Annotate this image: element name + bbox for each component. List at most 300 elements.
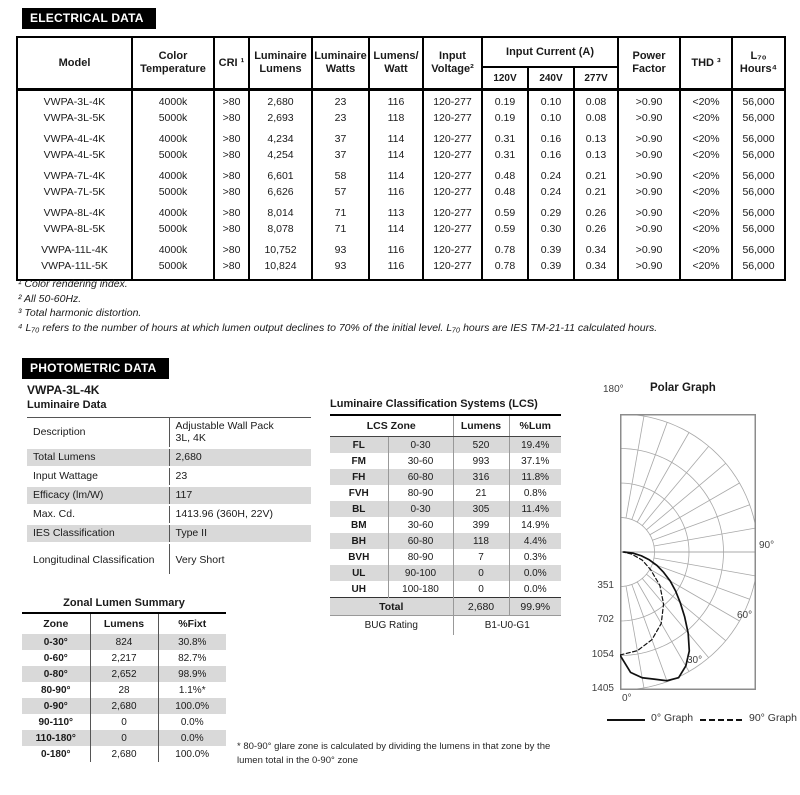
electrical-table-row xyxy=(17,222,785,238)
polar-grid-spoke xyxy=(632,584,667,681)
property-value-line: 3L, 4K xyxy=(175,432,206,444)
zonal-cell: 0-90° xyxy=(22,698,90,714)
polar-grid-spoke xyxy=(654,528,756,546)
electrical-data-table xyxy=(16,36,786,281)
luminaire-data-row xyxy=(27,543,311,575)
model-cell: VWPA-3L-4K xyxy=(17,90,132,111)
luminaire-data-body xyxy=(27,418,311,576)
model-cell: VWPA-7L-4K xyxy=(17,163,132,185)
value-cell: 0.78 xyxy=(482,237,528,259)
zonal-row xyxy=(22,666,226,682)
value-cell: 116 xyxy=(369,237,423,259)
footnote: ² All 50-60Hz. xyxy=(18,292,82,305)
value-cell: 93 xyxy=(312,237,369,259)
section-title: PHOTOMETRIC DATA xyxy=(30,361,157,375)
value-cell: >0.90 xyxy=(618,237,680,259)
property-value-line: Adjustable Wall Pack xyxy=(175,420,274,432)
col-header-cri: CRI ¹ xyxy=(214,37,249,90)
value-cell: 0.78 xyxy=(482,259,528,281)
polar-angle-label: 30° xyxy=(687,655,703,666)
col-header-color-temp: Color Temperature xyxy=(132,37,214,90)
property-label: Total Lumens xyxy=(27,448,169,467)
value-cell: 0.34 xyxy=(574,237,618,259)
col-header-120v: 120V xyxy=(482,67,528,90)
polar-curve-0-graph xyxy=(620,552,689,681)
property-value xyxy=(169,505,311,524)
photometric-model-title: VWPA-3L-4K xyxy=(27,383,100,397)
value-cell: 114 xyxy=(369,163,423,185)
value-cell: 0.31 xyxy=(482,148,528,164)
value-cell: 0.19 xyxy=(482,90,528,111)
polar-grid-spoke xyxy=(626,416,644,518)
value-cell: 0.31 xyxy=(482,126,528,148)
legend-label-0-graph: 0° Graph xyxy=(651,712,694,724)
polar-grid-spoke xyxy=(652,564,749,599)
electrical-table-row xyxy=(17,200,785,222)
polar-graph-title: Polar Graph xyxy=(650,382,716,394)
value-cell: 10,824 xyxy=(249,259,312,281)
property-value-line: 1413.96 (360H, 22V) xyxy=(175,508,273,520)
footnote: ¹ Color rendering index. xyxy=(18,278,128,290)
value-cell: 0.08 xyxy=(574,90,618,111)
value-cell: 120-277 xyxy=(423,126,482,148)
lcs-cell: 0 xyxy=(453,581,509,598)
value-cell: <20% xyxy=(680,126,732,148)
value-cell: 116 xyxy=(369,259,423,281)
footnote: ⁴ L₇₀ refers to the number of hours at which lumen output declines to 70% of the initial level. L₇₀ hours are IES TM-21-11 calculated hours. xyxy=(18,321,658,334)
polar-0-label: 0° xyxy=(622,693,632,704)
property-value xyxy=(169,543,311,575)
property-value xyxy=(169,418,311,449)
value-cell: 0.21 xyxy=(574,163,618,185)
value-cell: 116 xyxy=(369,185,423,201)
lcs-cell: 993 xyxy=(453,453,509,469)
value-cell: 0.48 xyxy=(482,185,528,201)
zonal-cell: 824 xyxy=(90,634,158,650)
lcs-cell: BH xyxy=(330,533,388,549)
property-value-line: 23 xyxy=(175,470,188,482)
value-cell: <20% xyxy=(680,185,732,201)
zonal-table-title: Zonal Lumen Summary xyxy=(63,597,185,609)
col-header-luminaire-lumens: Luminaire Lumens xyxy=(249,37,312,90)
lcs-cell: 7 xyxy=(453,549,509,565)
polar-grid-spoke xyxy=(637,582,689,672)
electrical-table-row xyxy=(17,163,785,185)
value-cell: 0.10 xyxy=(528,90,574,111)
value-cell: 4,234 xyxy=(249,126,312,148)
lcs-cell: FM xyxy=(351,455,366,467)
col-header-zonal-pct: %Fixt xyxy=(158,613,226,634)
value-cell: <20% xyxy=(680,222,732,238)
lcs-row xyxy=(330,469,561,485)
value-cell: 6,601 xyxy=(249,163,312,185)
model-cell: VWPA-11L-4K xyxy=(17,237,132,259)
value-cell: 8,078 xyxy=(249,222,312,238)
value-cell: 2,680 xyxy=(249,90,312,111)
value-cell: <20% xyxy=(680,148,732,164)
lcs-cell: 14.9% xyxy=(509,517,561,533)
value-cell: >0.90 xyxy=(618,126,680,148)
value-cell: 56,000 xyxy=(732,200,785,222)
lcs-table-header xyxy=(330,415,561,437)
value-cell: 120-277 xyxy=(423,200,482,222)
value-cell: 0.24 xyxy=(528,163,574,185)
polar-grid-spoke xyxy=(637,432,689,522)
value-cell: >80 xyxy=(214,200,249,222)
lcs-cell: 0.8% xyxy=(509,485,561,501)
lcs-cell: 11.8% xyxy=(509,469,561,485)
zonal-row xyxy=(22,714,226,730)
model-cell: VWPA-7L-5K xyxy=(17,185,132,201)
bug-rating-value: B1-U0-G1 xyxy=(453,616,561,636)
value-cell: >0.90 xyxy=(618,163,680,185)
property-label: IES Classification xyxy=(27,524,169,543)
electrical-table-row xyxy=(17,237,785,259)
lcs-cell: 11.4% xyxy=(509,501,561,517)
lcs-total-lumens: 2,680 xyxy=(453,598,509,616)
value-cell: 0.08 xyxy=(574,111,618,127)
value-cell: >80 xyxy=(214,163,249,185)
lcs-cell: BVH xyxy=(348,551,370,563)
lcs-total-row xyxy=(330,598,561,616)
value-cell: <20% xyxy=(680,163,732,185)
polar-curve-90-graph xyxy=(620,552,664,655)
value-cell: 4000k xyxy=(132,163,214,185)
electrical-table-row xyxy=(17,148,785,164)
value-cell: 0.10 xyxy=(528,111,574,127)
value-cell: >0.90 xyxy=(618,111,680,127)
value-cell: >80 xyxy=(214,185,249,201)
value-cell: 10,752 xyxy=(249,237,312,259)
property-value-line: Very Short xyxy=(175,554,225,566)
value-cell: >80 xyxy=(214,148,249,164)
zonal-cell: 2,680 xyxy=(90,698,158,714)
value-cell: 4000k xyxy=(132,237,214,259)
lcs-cell: 0 xyxy=(453,565,509,581)
property-value xyxy=(169,448,311,467)
luminaire-data-row xyxy=(27,524,311,543)
polar-grid-spoke xyxy=(626,586,644,688)
property-label: Max. Cd. xyxy=(27,505,169,524)
model-cell: VWPA-4L-4K xyxy=(17,126,132,148)
radial-tick-label: 1054 xyxy=(591,648,614,660)
bug-rating-label: BUG Rating xyxy=(330,616,453,636)
zonal-cell: 100.0% xyxy=(158,698,226,714)
lcs-cell: 100-180 xyxy=(388,581,453,598)
zonal-cell: 0.0% xyxy=(158,714,226,730)
value-cell: <20% xyxy=(680,111,732,127)
col-header-model: Model xyxy=(17,37,132,90)
bug-rating-row xyxy=(330,616,561,636)
lcs-total-pct: 99.9% xyxy=(509,598,561,616)
model-cell: VWPA-4L-5K xyxy=(17,148,132,164)
value-cell: 56,000 xyxy=(732,259,785,281)
lcs-cell: 520 xyxy=(453,437,509,454)
lcs-row xyxy=(330,581,561,598)
col-header-thd: THD ³ xyxy=(680,37,732,90)
value-cell: 4,254 xyxy=(249,148,312,164)
lcs-cell: FH xyxy=(330,469,388,485)
value-cell: 4000k xyxy=(132,126,214,148)
value-cell: 120-277 xyxy=(423,90,482,111)
value-cell: 23 xyxy=(312,111,369,127)
luminaire-data-row xyxy=(27,448,311,467)
value-cell: 113 xyxy=(369,200,423,222)
value-cell: 120-277 xyxy=(423,185,482,201)
lcs-cell: BM xyxy=(350,519,367,531)
electrical-table-header xyxy=(17,37,785,90)
value-cell: 71 xyxy=(312,200,369,222)
property-label: Longitudinal Classification xyxy=(27,543,169,575)
zonal-row xyxy=(22,650,226,666)
lcs-cell: 60-80 xyxy=(388,533,453,549)
value-cell: 56,000 xyxy=(732,163,785,185)
value-cell: 0.39 xyxy=(528,259,574,281)
value-cell: >80 xyxy=(214,237,249,259)
value-cell: 120-277 xyxy=(423,222,482,238)
value-cell: 56,000 xyxy=(732,222,785,238)
lcs-cell: FL xyxy=(330,437,388,454)
value-cell: 0.24 xyxy=(528,185,574,201)
value-cell: 56,000 xyxy=(732,185,785,201)
value-cell: 114 xyxy=(369,148,423,164)
value-cell: 8,014 xyxy=(249,200,312,222)
value-cell: 6,626 xyxy=(249,185,312,201)
value-cell: 56,000 xyxy=(732,148,785,164)
luminaire-data-title: Luminaire Data xyxy=(27,399,107,411)
value-cell: 56,000 xyxy=(732,126,785,148)
value-cell: >80 xyxy=(214,111,249,127)
value-cell: 37 xyxy=(312,148,369,164)
lcs-cell: UH xyxy=(351,583,366,595)
lcs-row xyxy=(330,517,561,533)
electrical-section-header xyxy=(22,8,156,29)
lcs-row xyxy=(330,453,561,469)
radial-tick-label: 1405 xyxy=(591,683,614,694)
value-cell: 118 xyxy=(369,111,423,127)
zonal-cell: 2,217 xyxy=(90,650,158,666)
zonal-cell: 1.1%* xyxy=(158,682,226,698)
lcs-cell: 0.0% xyxy=(509,565,561,581)
lcs-cell: 316 xyxy=(453,469,509,485)
zonal-row xyxy=(22,698,226,714)
value-cell: 0.59 xyxy=(482,222,528,238)
value-cell: >0.90 xyxy=(618,90,680,111)
electrical-table-body xyxy=(17,90,785,281)
lcs-cell: 60-80 xyxy=(388,469,453,485)
property-label: Description xyxy=(27,418,169,449)
value-cell: <20% xyxy=(680,237,732,259)
electrical-table-row xyxy=(17,126,785,148)
lcs-row xyxy=(330,549,561,565)
zonal-cell: 0-80° xyxy=(22,666,90,682)
lcs-cell: 4.4% xyxy=(509,533,561,549)
property-label: Efficacy (lm/W) xyxy=(27,486,169,505)
col-header-zonal-lumens: Lumens xyxy=(90,613,158,634)
value-cell: 23 xyxy=(312,90,369,111)
col-header-lumens-per-watt: Lumens/ Watt xyxy=(369,37,423,90)
value-cell: 5000k xyxy=(132,222,214,238)
value-cell: 71 xyxy=(312,222,369,238)
value-cell: 120-277 xyxy=(423,259,482,281)
zonal-cell: 28 xyxy=(90,682,158,698)
value-cell: 5000k xyxy=(132,148,214,164)
footnote: ³ Total harmonic distortion. xyxy=(18,307,142,319)
polar-grid-spoke xyxy=(654,558,756,576)
radial-tick-label: 351 xyxy=(597,579,614,591)
zonal-cell: 0-60° xyxy=(43,652,68,664)
zonal-cell: 0-30° xyxy=(22,634,90,650)
property-value-line: Type II xyxy=(175,527,208,539)
electrical-footnotes xyxy=(18,277,657,335)
property-label: Input Wattage xyxy=(27,467,169,486)
zonal-row xyxy=(22,746,226,762)
value-cell: 58 xyxy=(312,163,369,185)
lcs-cell: BL xyxy=(330,501,388,517)
col-header-zone: Zone xyxy=(43,618,69,630)
value-cell: 0.39 xyxy=(528,237,574,259)
luminaire-data-row xyxy=(27,486,311,505)
col-header-input-current: Input Current (A) xyxy=(482,37,618,67)
lcs-cell: 118 xyxy=(453,533,509,549)
zonal-row xyxy=(22,682,226,698)
value-cell: 114 xyxy=(369,126,423,148)
polar-angle-label: 60° xyxy=(737,610,753,621)
value-cell: >80 xyxy=(214,90,249,111)
value-cell: 0.34 xyxy=(574,259,618,281)
value-cell: 56,000 xyxy=(732,90,785,111)
zonal-cell: 2,652 xyxy=(90,666,158,682)
value-cell: 0.29 xyxy=(528,200,574,222)
lcs-cell: 305 xyxy=(453,501,509,517)
value-cell: 0.26 xyxy=(574,200,618,222)
zonal-lumen-table xyxy=(22,612,226,762)
lcs-row xyxy=(330,533,561,549)
zonal-table-body xyxy=(22,634,226,762)
polar-180-label: 180° xyxy=(603,384,624,395)
legend-label-90-graph: 90° Graph xyxy=(749,712,797,724)
zonal-cell: 2,680 xyxy=(90,746,158,762)
lcs-cell: 80-90 xyxy=(388,549,453,565)
value-cell: 57 xyxy=(312,185,369,201)
zonal-row xyxy=(22,634,226,650)
value-cell: 0.59 xyxy=(482,200,528,222)
lcs-cell: 30-60 xyxy=(388,517,453,533)
zonal-cell: 100.0% xyxy=(158,746,226,762)
model-cell: VWPA-8L-5K xyxy=(17,222,132,238)
value-cell: <20% xyxy=(680,259,732,281)
value-cell: >0.90 xyxy=(618,259,680,281)
lcs-table-title: Luminaire Classification Systems (LCS) xyxy=(330,398,538,410)
value-cell: 0.19 xyxy=(482,111,528,127)
col-header-lcs-pct: %Lum xyxy=(509,415,561,437)
value-cell: 0.26 xyxy=(574,222,618,238)
lcs-cell: 21 xyxy=(453,485,509,501)
lcs-cell: FVH xyxy=(348,487,369,499)
lcs-row xyxy=(330,485,561,501)
lcs-cell: 37.1% xyxy=(509,453,561,469)
col-header-lcs-zone: LCS Zone xyxy=(330,415,453,437)
lcs-row xyxy=(330,501,561,517)
lcs-cell: 90-100 xyxy=(388,565,453,581)
value-cell: >80 xyxy=(214,126,249,148)
luminaire-data-row xyxy=(27,418,311,449)
value-cell: 116 xyxy=(369,90,423,111)
legend-dashed-line-swatch xyxy=(700,719,742,721)
electrical-table-row xyxy=(17,185,785,201)
property-value-line: 117 xyxy=(175,489,193,501)
value-cell: 0.48 xyxy=(482,163,528,185)
lcs-cell: 0.0% xyxy=(509,581,561,598)
lcs-table-body xyxy=(330,437,561,636)
col-header-lcs-lumens: Lumens xyxy=(453,415,509,437)
lcs-cell: UL xyxy=(330,565,388,581)
value-cell: 5000k xyxy=(132,185,214,201)
zonal-row xyxy=(22,730,226,746)
property-value xyxy=(169,467,311,486)
value-cell: 37 xyxy=(312,126,369,148)
lcs-table xyxy=(330,414,561,635)
legend-solid-line-swatch xyxy=(607,719,645,721)
value-cell: >0.90 xyxy=(618,222,680,238)
lcs-cell: 80-90 xyxy=(388,485,453,501)
value-cell: 2,693 xyxy=(249,111,312,127)
property-value xyxy=(169,486,311,505)
model-cell: VWPA-11L-5K xyxy=(17,259,132,281)
value-cell: 4000k xyxy=(132,90,214,111)
value-cell: 120-277 xyxy=(423,111,482,127)
lcs-total-label: Total xyxy=(330,598,453,616)
zonal-cell: 0-180° xyxy=(40,748,71,760)
value-cell: 120-277 xyxy=(423,237,482,259)
polar-grid-spoke xyxy=(632,422,667,519)
polar-graph-svg xyxy=(620,414,756,690)
lcs-cell: 399 xyxy=(453,517,509,533)
model-cell: VWPA-3L-5K xyxy=(17,111,132,127)
zonal-cell: 80-90° xyxy=(40,684,71,696)
value-cell: 120-277 xyxy=(423,163,482,185)
electrical-table-row xyxy=(17,111,785,127)
lcs-cell: 19.4% xyxy=(509,437,561,454)
zonal-table-header xyxy=(22,613,226,634)
zonal-cell: 90-110° xyxy=(38,716,74,728)
glare-zone-footnote: * 80-90° glare zone is calculated by dividing the lumens in that zone by the lumen total in the 0-90° zone xyxy=(237,741,551,766)
value-cell: 0.21 xyxy=(574,185,618,201)
value-cell: 5000k xyxy=(132,259,214,281)
lcs-cell: 0.3% xyxy=(509,549,561,565)
property-value xyxy=(169,524,311,543)
zonal-cell: 110-180° xyxy=(22,730,90,746)
lcs-row xyxy=(330,437,561,454)
luminaire-data-table xyxy=(27,417,311,576)
model-cell: VWPA-8L-4K xyxy=(17,200,132,222)
electrical-table-row xyxy=(17,90,785,111)
polar-angle-label: 90° xyxy=(759,540,775,551)
lcs-row xyxy=(330,565,561,581)
value-cell: 0.16 xyxy=(528,148,574,164)
col-header-l70-hours: L₇₀ Hours⁴ xyxy=(732,37,785,90)
value-cell: 0.13 xyxy=(574,148,618,164)
zonal-cell: 82.7% xyxy=(158,650,226,666)
value-cell: 0.16 xyxy=(528,126,574,148)
col-header-input-voltage: Input Voltage² xyxy=(423,37,482,90)
value-cell: >0.90 xyxy=(618,185,680,201)
property-value-line: 2,680 xyxy=(175,451,202,463)
polar-grid-spoke xyxy=(650,569,740,621)
polar-grid-spoke xyxy=(652,505,749,540)
value-cell: >80 xyxy=(214,259,249,281)
value-cell: >0.90 xyxy=(618,148,680,164)
